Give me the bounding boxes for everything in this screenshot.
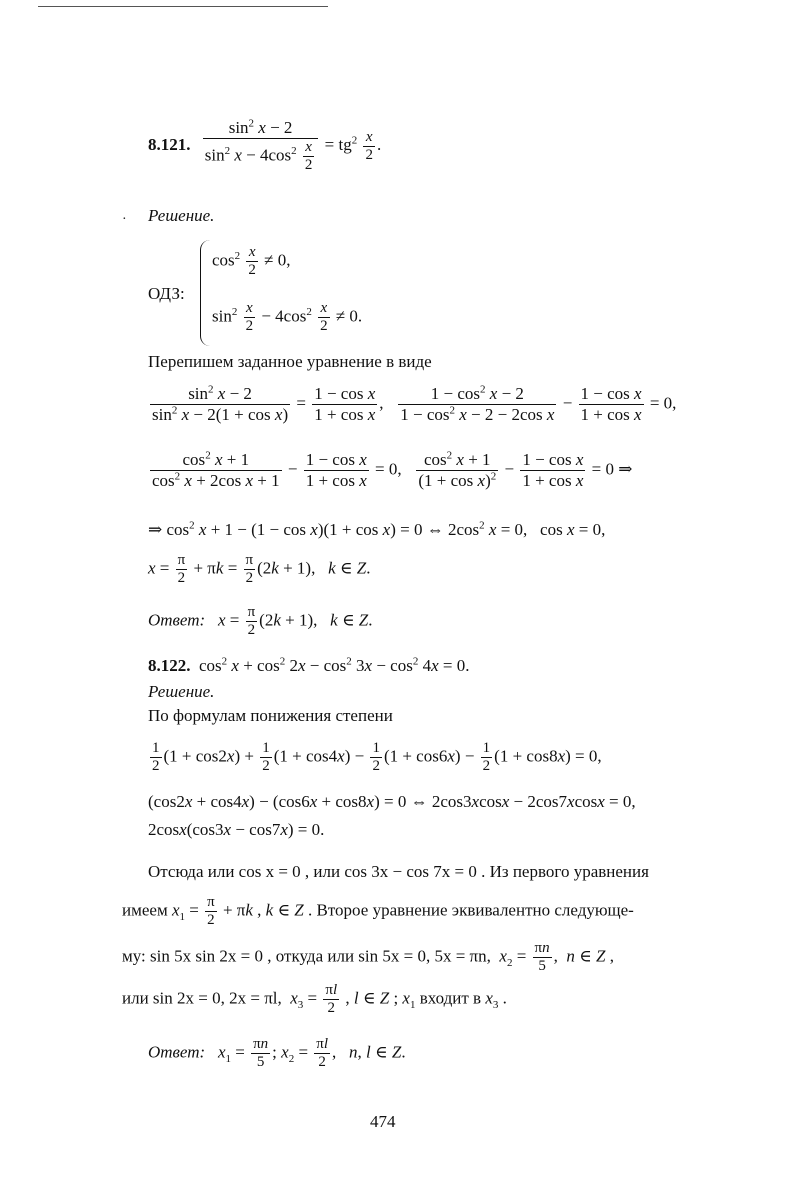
- bullet: ·: [122, 212, 127, 227]
- page-number: 474: [370, 1112, 396, 1131]
- paragraph-hence: Отсюда или cos x = 0 , или cos 3x − cos 7x = 0 . Из первого уравнения: [148, 862, 649, 881]
- answer-label-1: Ответ:: [148, 610, 206, 630]
- problem-122-number: 8.122.: [148, 656, 191, 675]
- answer-122: Ответ: $x_1$ = $\frac{\pi n}{5}$ ; $x_2$ = $\frac{\pi l}{2}$ , n, l ∈ Z.: [148, 1036, 406, 1070]
- top-rule: [38, 6, 328, 7]
- second-eq-text: . Второе уравнение эквивалентно следующе-: [308, 900, 634, 920]
- equation-122-line-1: $\frac{1}{2}$ (1 + cos2x) + $\frac{1}{2}$ (1 + cos4x) − $\frac{1}{2}$ (1 + cos6x) − $\frac{1}{2}$ (1 + cos8x) = 0,: [152, 740, 602, 774]
- equation-line-4: x = $\frac{\pi}{2}$ + πk = $\frac{\pi}{2}$ (2k + 1), k ∈ Z.: [148, 552, 371, 586]
- problem-121-statement: 8.121. $\sin^2 x - 2$ $\sin^2 x - 4\cos^2$ $\frac{x}{2}$ = $tg^2$ $\frac{x}{2}$ .: [148, 117, 382, 173]
- equation-122-line-3: 2cosx(cos3x − cos7x) = 0.: [148, 820, 325, 839]
- ili-text: или sin 2x = 0, 2x = πl,: [122, 988, 282, 1008]
- answer-label-2: Ответ:: [148, 1042, 206, 1062]
- answer-121: Ответ: x = $\frac{\pi}{2}$ (2k + 1), k ∈ Z.: [148, 604, 373, 638]
- solution-heading-2: Решение.: [148, 682, 215, 701]
- equation-122-line-2: (cos2x + cos4x) − (cos6x + cos8x) = 0 ⇔ 2cos3xcosx − 2cos7xcosx = 0,: [148, 792, 636, 811]
- enters-text: входит в: [419, 988, 482, 1008]
- problem-122-statement: 8.122. $\cos^2 x + \cos^2 2x - \cos^2 3x - \cos^2 4x = 0$.: [148, 655, 470, 675]
- equation-line-1: $\frac{\sin^2 x - 2}{\sin^2 x - 2(1 + \cos x)}$ = $\frac{\text{1 − cos x}}{\text{1 + cos x}}$ , $\frac{1 - \cos^2 x - 2}{1 - \cos^2 x - 2 - 2\cos x}$ − $\frac{\text{1 − cos x}}{\text{1 + cos x}}$ = 0,: [152, 383, 677, 424]
- odz-label: ОДЗ:: [148, 284, 185, 303]
- paragraph-mu: му: sin 5x sin 2x = 0 , откуда или sin 5x = 0, 5x = πn, $x_2$ = $\frac{\pi n}{5}$ , n ∈ Z ,: [122, 940, 614, 974]
- paragraph-first-root: имеем $x_1$ = $\frac{\pi}{2}$ + πk , k ∈ Z . Второе уравнение эквивалентно следующе-: [122, 894, 634, 928]
- equation-line-3: ⇒ $\cos^2 x + 1 - (1 - \cos x)(1 + \cos x) = 0$ ⇔ $2\cos^2$ x = 0, cos x = 0,: [148, 519, 606, 539]
- formulas-text: По формулам понижения степени: [148, 706, 393, 725]
- odz-condition-2: $\sin^2$ $\frac{x}{2}$ − $4\cos^2$ $\frac{x}{2}$ ≠ 0.: [212, 300, 363, 334]
- rewrite-text: Перепишем заданное уравнение в виде: [148, 352, 432, 371]
- paragraph-ili: или sin 2x = 0, 2x = πl, $x_3$ = $\frac{\pi l}{2}$ , l ∈ Z ; $x_1$ входит в $x_3$ .: [122, 982, 507, 1016]
- equation-line-2: $\frac{\cos^2 x + 1}{\cos^2 x + 2\cos x + 1}$ − $\frac{\text{1 − cos x}}{\text{1 + cos x}}$ = 0, $\frac{\cos^2 x + 1}{(1 + \cos x)^2}$ − $\frac{\text{1 − cos x}}{\text{1 + cos x}}$ = 0 ⇒: [152, 449, 633, 490]
- mu-text: му: sin 5x sin 2x = 0 , откуда или sin 5x = 0, 5x = πn,: [122, 946, 491, 966]
- solution-heading-1: Решение.: [148, 206, 215, 225]
- problem-121-number: 8.121.: [148, 134, 191, 154]
- odz-condition-1: $\cos^2$ $\frac{x}{2}$ ≠ 0,: [212, 244, 291, 278]
